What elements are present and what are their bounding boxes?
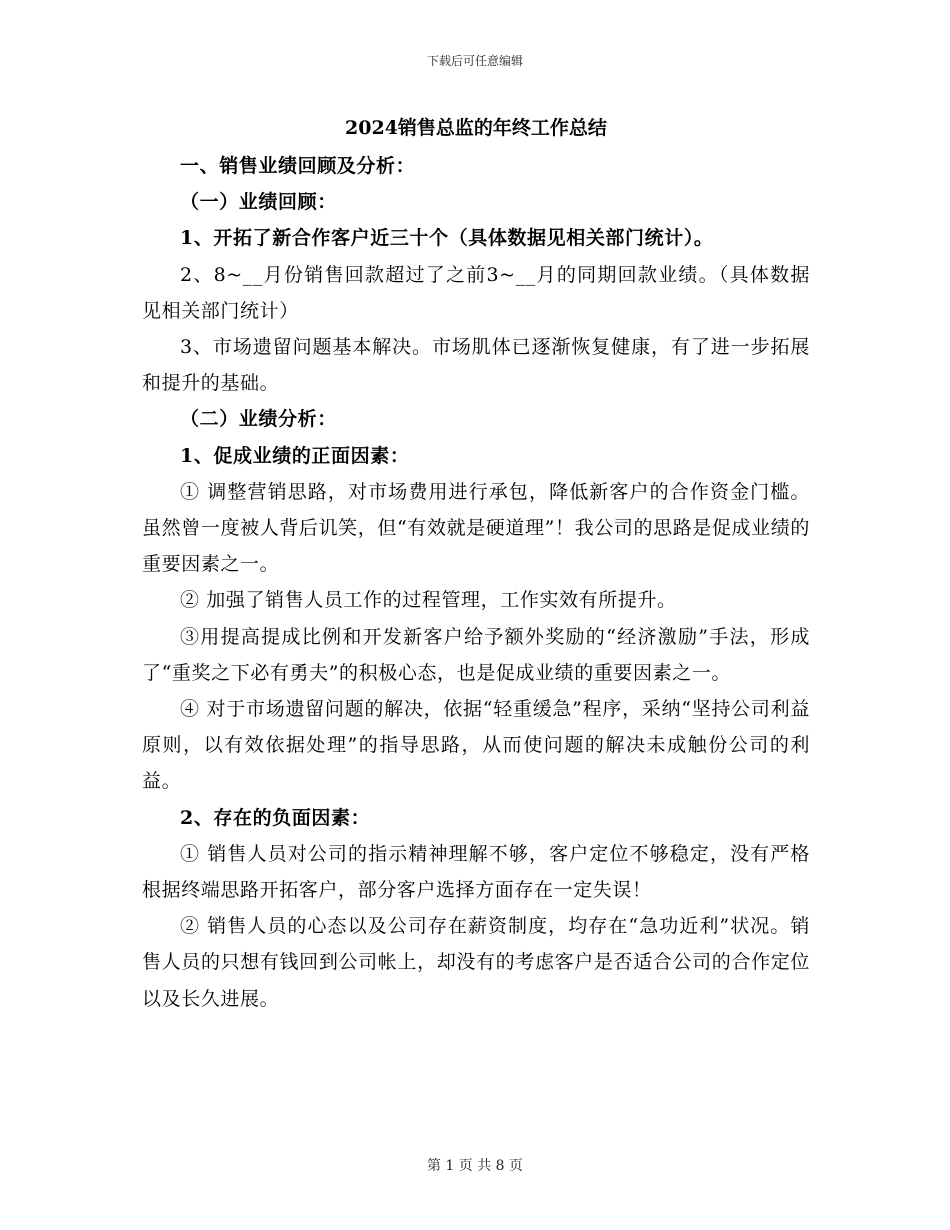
section-heading: 1、促成业绩的正面因素： bbox=[180, 444, 410, 467]
paragraph-list bbox=[142, 148, 810, 1017]
section-heading: 1、开拓了新合作客户近三十个（具体数据见相关部门统计）。 bbox=[180, 227, 714, 250]
body-paragraph: 2、8~__月份销售回款超过了之前3~__月的同期回款业绩。（具体数据见相关部门统计） bbox=[142, 263, 810, 322]
body-paragraph: 3、市场遗留问题基本解决。市场肌体已逐渐恢复健康，有了进一步拓展和提升的基础。 bbox=[142, 336, 810, 395]
section-heading: （二）业绩分析： bbox=[180, 408, 337, 431]
body-paragraph: ① 销售人员对公司的指示精神理解不够，客户定位不够稳定，没有严格根据终端思路开拓客户，部分客户选择方面存在一定失误！ bbox=[142, 842, 810, 902]
body-paragraph: ③用提高提成比例和开发新客户给予额外奖励的“经济激励”手法，形成了“重奖之下必有勇夫”的积极心态，也是促成业绩的重要因素之一。 bbox=[142, 625, 810, 684]
document-title: 2024销售总监的年终工作总结 bbox=[345, 117, 607, 139]
body-paragraph: ① 调整营销思路，对市场费用进行承包，降低新客户的合作资金门槛。虽然曾一度被人背后讥笑，但“有效就是硬道理”！我公司的思路是促成业绩的重要因素之一。 bbox=[142, 480, 810, 576]
body-paragraph: ② 销售人员的心态以及公司存在薪资制度，均存在“急功近利”状况。销售人员的只想有钱回到公司帐上，却没有的考虑客户是否适合公司的合作定位以及长久进展。 bbox=[142, 915, 810, 1010]
section-heading: （一）业绩回顾： bbox=[180, 191, 337, 214]
section-heading: 一、销售业绩回顾及分析： bbox=[180, 155, 416, 177]
section-heading: 2、存在的负面因素： bbox=[180, 806, 371, 829]
body-paragraph: ② 加强了销售人员工作的过程管理，工作实效有所提升。 bbox=[180, 589, 677, 612]
body-paragraph: ④ 对于市场遗留问题的解决，依据“轻重缓急”程序，采纳“坚持公司利益原则，以有效依据处理”的指导思路，从而使问题的解决未成触份公司的利益。 bbox=[142, 698, 810, 793]
page-number: 第 1 页 共 8 页 bbox=[426, 1158, 524, 1174]
header-note: 下载后可任意编辑 bbox=[426, 54, 523, 68]
document-body bbox=[142, 112, 810, 1017]
